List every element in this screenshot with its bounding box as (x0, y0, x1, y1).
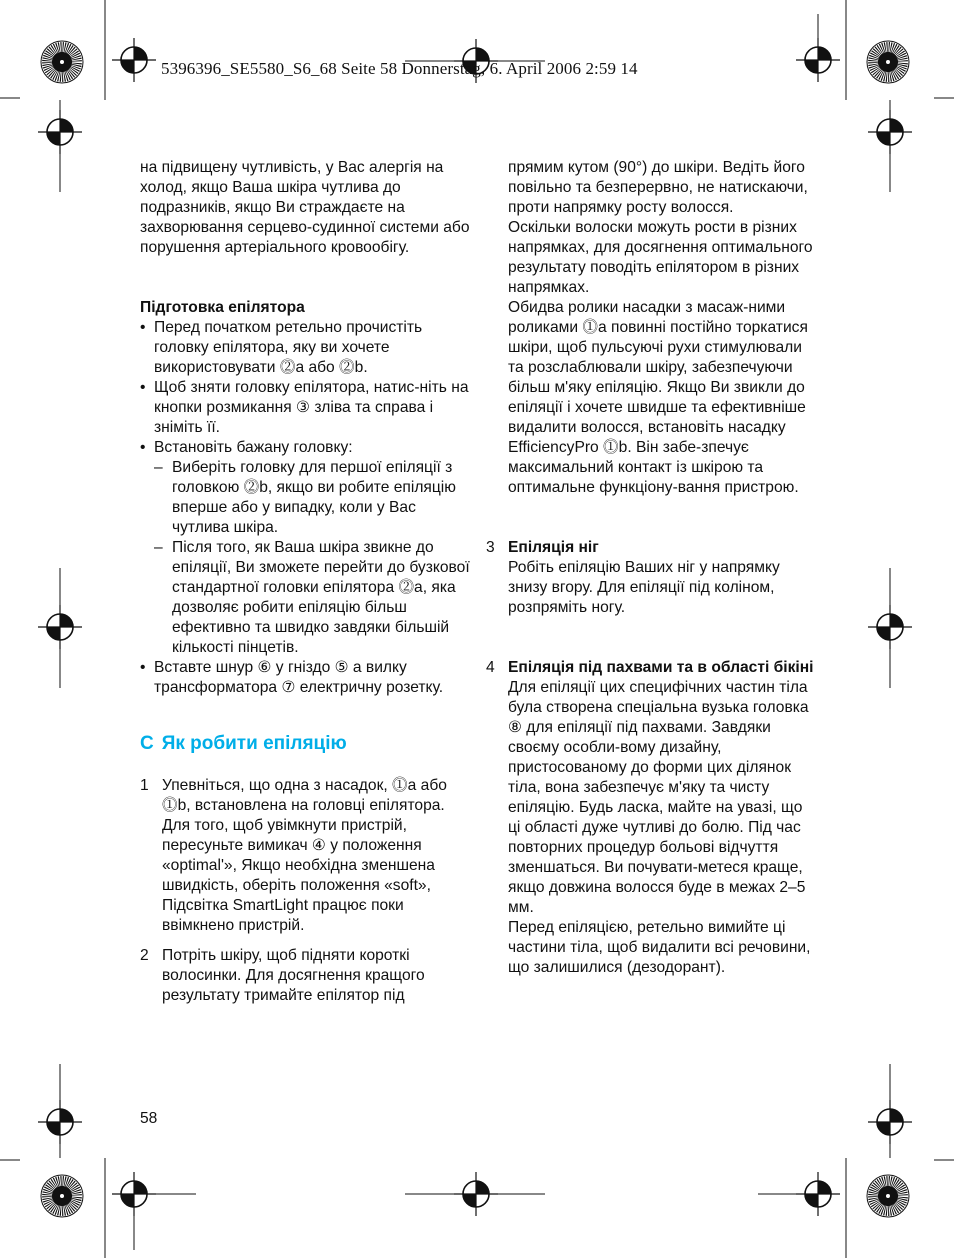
step-number: 4 (486, 659, 495, 676)
list-item: • Встановіть бажану головку: (140, 439, 353, 456)
sub-list-item: – Після того, як Ваша шкіра звикне до епіляції, Ви зможете перейти до бузкової стандартної головки епілятора ⓶a, яка дозволяє робити епіляцію більш ефективно та швидко завдяки більшій кількості пінцетів. (154, 539, 470, 656)
paragraph: прямим кутом (90°) до шкіри. Ведіть його повільно та безперервно, не натискаючи, проти напрямку росту волосся. (508, 159, 808, 216)
paragraph: Обидва ролики насадки з масаж-ними роликами ⓵a повинні постійно торкатися шкіри, щоб пульсуючі рухи стимулювали та розслаблювали шкіру, забезпечуючи більш м'яку епіляцію. Якщо Ви звикли до епіляції і хочете швидше та ефективніше видалити волосся, встановіть насадку EfficiencyPro ⓵b. Він забе-зпечує максимальний контакт із шкірою та оптимальне функціону-вання пристрою. (508, 299, 808, 496)
left-column (140, 158, 470, 1006)
step-text: Перед епіляцією, ретельно вимийте ці частини тіла, щоб видалити всі речовини, що залишилися (дезодорант). (508, 919, 811, 976)
list-item: • Перед початком ретельно прочистіть головку епілятора, яку ви хочете використовувати ⓶a або ⓶b. (140, 319, 423, 376)
section-heading (140, 732, 470, 756)
list-item: • Вставте шнур ⑥ у гніздо ⑤ а вилку трансформатора ⑦ електричну розетку. (140, 659, 444, 696)
bullet-mark: • (140, 379, 146, 396)
step-title: Епіляція ніг (508, 539, 599, 556)
print-slug: 5396396_SE5580_S6_68 Seite 58 Donnerstag, 6. April 2006 2:59 14 (161, 59, 638, 78)
dash-mark: – (154, 539, 163, 556)
bullet-mark: • (140, 439, 146, 456)
bullet-mark: • (140, 319, 146, 336)
numbered-step (486, 658, 816, 978)
step-text: Робіть епіляцію Ваших ніг у напрямку знизу вгору. Для епіляції під коліном, розпряміть ногу. (508, 559, 780, 616)
bullet-mark: • (140, 659, 146, 676)
numbered-step: 1 Упевніться, що одна з насадок, ⓵a або ⓵b, встановлена на головці епілятора. Для того, щоб увімкнути пристрій, пересуньте вимикач ④ у положення «optimal'», Якщо необхідна зменшена швидкість, оберіть положення «soft», Підсвітка SmartLight працює поки ввімкнено пристрій. (140, 777, 447, 934)
page-number: 58 (140, 1110, 158, 1127)
list-item: • Щоб зняти головку епілятора, натис-ніть на кнопки розмикання ③ зліва та справа і зніміть її. (140, 379, 469, 436)
section-letter: C (140, 733, 154, 754)
step-title: Епіляція під пахвами та в області бікіні (508, 659, 814, 676)
prep-heading: Підготовка епілятора (140, 299, 305, 316)
continued-text (486, 158, 816, 498)
section-title: Як робити епіляцію (161, 733, 347, 754)
numbered-step: 2 Потріть шкіру, щоб підняти короткі волосинки. Для досягнення кращого результату тримайте епілятор під (140, 947, 425, 1004)
right-column (486, 158, 816, 978)
step-number: 3 (486, 539, 495, 556)
sub-list-item: – Виберіть головку для першої епіляції з головкою ⓶b, якщо ви робите епіляцію вперше або у випадку, коли у Вас чутлива шкіра. (154, 459, 456, 536)
dash-mark: – (154, 459, 163, 476)
step-number: 1 (140, 777, 149, 794)
numbered-step (486, 538, 816, 618)
paragraph: Оскільки волоски можуть рости в різних напрямках, для досягнення оптимального результату поводіть епілятором в різних напрямках. (508, 219, 813, 296)
intro-paragraph: на підвищену чутливість, у Вас алергія на холод, якщо Ваша шкіра чутлива до подразників, якщо Ви страждаєте на захворювання серцево-судинної системи або порушення артеріального кровообігу. (140, 159, 470, 256)
step-number: 2 (140, 947, 149, 964)
step-text: Для епіляції цих специфічних частин тіла була створена спеціальна вузька головка ⑧ для епіляції під пахвами. Завдяки своєму особли-вому дизайну, пристосованому до форми цих ділянок тіла, вона забезпечує м'яку та чисту епіляцію. Будь ласка, майте на увазі, що ці області дуже чутливі до болю. Під час повторних процедур больові відчуття зменшаться. Ви почувати-метеся краще, якщо довжина волосся буде в межах 2–5 мм. (508, 679, 809, 916)
